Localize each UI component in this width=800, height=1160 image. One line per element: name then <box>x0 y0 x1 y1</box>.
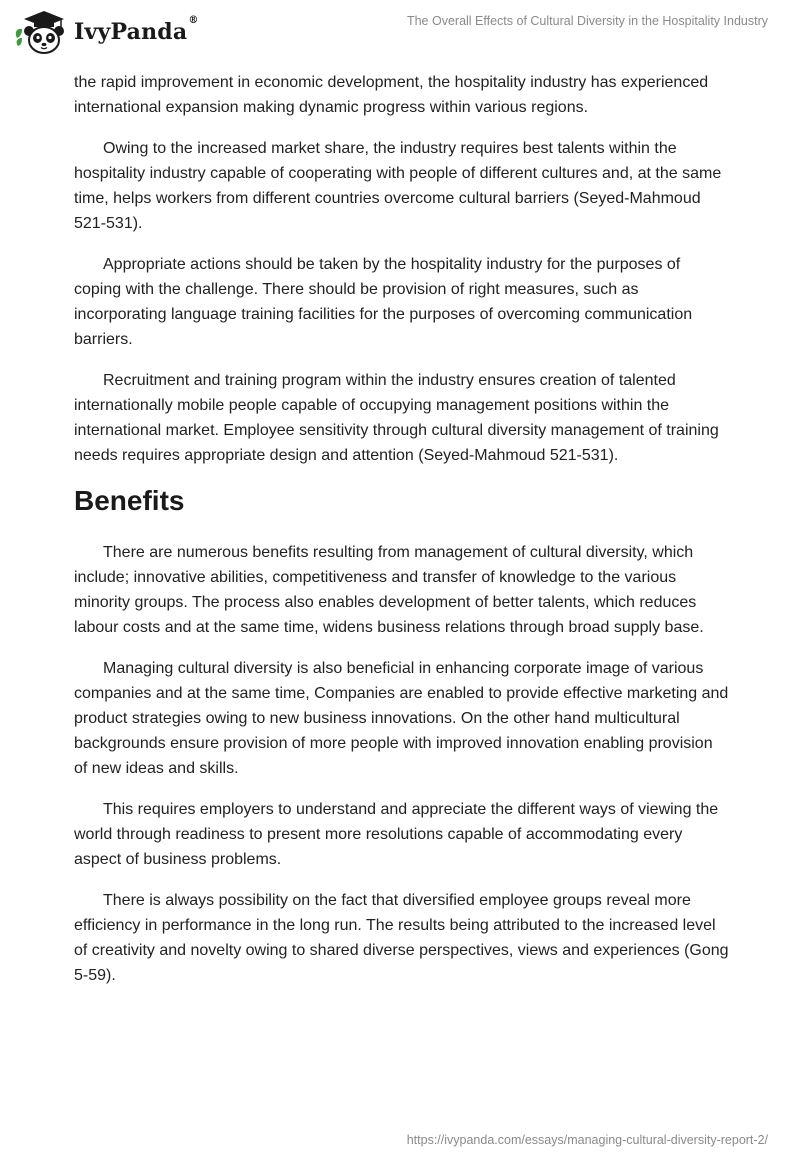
paragraph-benefits-intro: There are numerous benefits resulting from management of cultural diversity, which include; innovative abilities, competitiveness and transfer of knowledge to the various minority groups. The process also enables development of better talents, which reduces labour costs and at the same time, widens business relations through broad supply base. <box>74 544 704 636</box>
paragraph-continuation: the rapid improvement in economic development, the hospitality industry has experienced international expansion making dynamic progress within various regions. <box>74 74 709 116</box>
section-heading-benefits: Benefits <box>74 485 185 516</box>
document-title: The Overall Effects of Cultural Diversity in the Hospitality Industry <box>406 14 768 28</box>
page-header <box>0 0 800 70</box>
registered-mark: ® <box>188 15 199 26</box>
paragraph-corporate-image: Managing cultural diversity is also beneficial in enhancing corporate image of various companies and at the same time, Companies are enabled to provide effective marketing and product strategies owing to new business innovations. On the other hand multicultural backgrounds ensure provision of more people with improved innovation enabling provision of new ideas and skills. <box>74 660 729 777</box>
panda-graduate-icon <box>14 8 68 56</box>
logo-wordmark: IvyPanda® <box>74 15 199 45</box>
paragraph-recruitment: Recruitment and training program within the industry ensures creation of talented internationally mobile people capable of occupying management positions within the international market. Employee sensitivity through cultural diversity management of training needs requires appropriate design and attention (Seyed-Mahmoud 521-531). <box>74 372 719 464</box>
paragraph-employers: This requires employers to understand and appreciate the different ways of viewing the world through readiness to present more resolutions capable of accommodating every aspect of business problems. <box>74 801 719 868</box>
source-url-link[interactable]: https://ivypanda.com/essays/managing-cultural-diversity-report-2/ <box>406 1133 768 1147</box>
paragraph-efficiency: There is always possibility on the fact that diversified employee groups reveal more efficiency in performance in the long run. The results being attributed to the increased level of creativity and novelty owing to shared diverse perspectives, views and experiences (Gong 5-59). <box>74 892 729 984</box>
ivypanda-logo[interactable] <box>14 8 199 56</box>
paragraph-market-share: Owing to the increased market share, the industry requires best talents within the hospitality industry capable of cooperating with people of different cultures and, at the same time, helps workers from different countries overcome cultural barriers (Seyed-Mahmoud 521-531). <box>74 140 722 232</box>
essay-body <box>74 70 730 1004</box>
paragraph-appropriate-actions: Appropriate actions should be taken by the hospitality industry for the purposes of coping with the challenge. There should be provision of right measures, such as incorporating language training facilities for the purposes of overcoming communication barriers. <box>74 256 693 348</box>
